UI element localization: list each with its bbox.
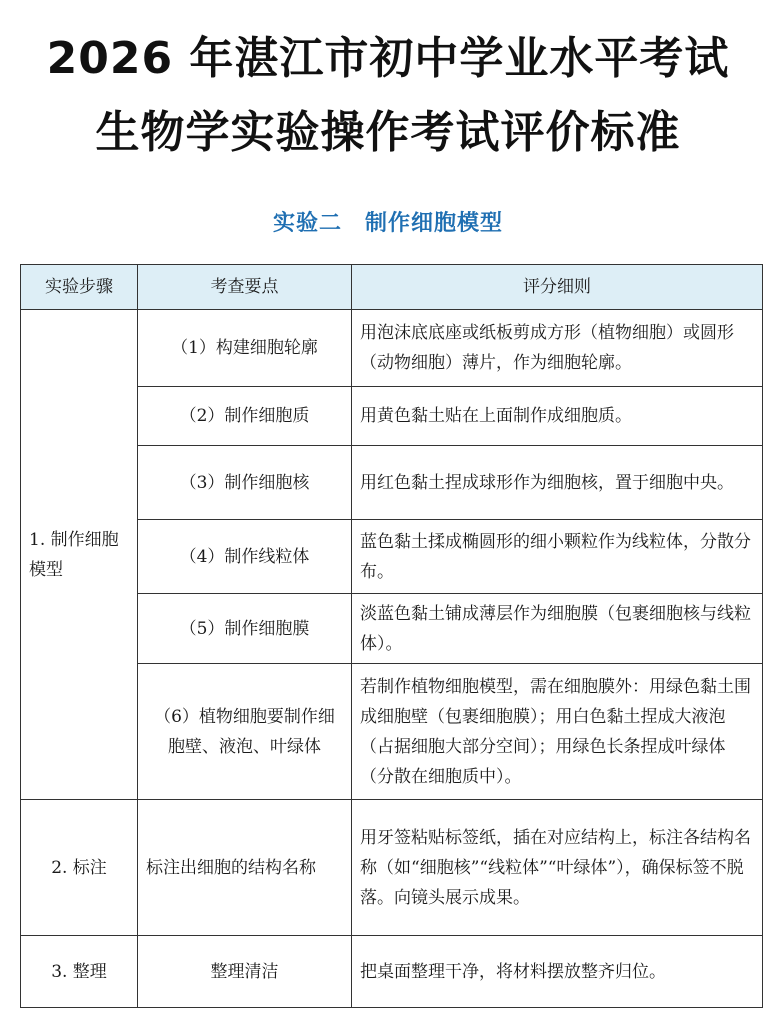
scoring-table <box>20 264 763 1008</box>
point-cell: （4）制作线粒体 <box>138 520 352 594</box>
table-row <box>21 310 763 387</box>
point-cell: 标注出细胞的结构名称 <box>138 800 352 936</box>
point-cell: （2）制作细胞质 <box>138 387 352 446</box>
rule-cell: 用黄色黏土贴在上面制作成细胞质。 <box>352 387 763 446</box>
rule-cell: 用泡沫底底座或纸板剪成方形（植物细胞）或圆形（动物细胞）薄片，作为细胞轮廓。 <box>352 310 763 387</box>
page-title-line2: 生物学实验操作考试评价标准 <box>95 107 681 158</box>
table-row <box>21 800 763 936</box>
table-row <box>21 936 763 1008</box>
page-title-line1: 2026 年湛江市初中学业水平考试 <box>46 33 730 84</box>
experiment-subtitle: 实验二 制作细胞模型 <box>272 211 503 236</box>
step-cell-2: 2. 标注 <box>21 800 138 936</box>
point-cell: （5）制作细胞膜 <box>138 594 352 664</box>
point-cell: （3）制作细胞核 <box>138 446 352 520</box>
rule-cell: 把桌面整理干净，将材料摆放整齐归位。 <box>352 936 763 1008</box>
rule-cell: 若制作植物细胞模型，需在细胞膜外：用绿色黏土围成细胞壁（包裹细胞膜）；用白色黏土捏成大液泡（占据细胞大部分空间）；用绿色长条捏成叶绿体（分散在细胞质中）。 <box>352 664 763 800</box>
rule-cell: 用牙签粘贴标签纸，插在对应结构上，标注各结构名称（如“细胞核”“线粒体”“叶绿体”），确保标签不脱落。向镜头展示成果。 <box>352 800 763 936</box>
rule-cell: 蓝色黏土揉成椭圆形的细小颗粒作为线粒体，分散分布。 <box>352 520 763 594</box>
header-step: 实验步骤 <box>21 265 138 310</box>
point-cell: （1）构建细胞轮廓 <box>138 310 352 387</box>
rule-cell: 用红色黏土捏成球形作为细胞核，置于细胞中央。 <box>352 446 763 520</box>
step-cell-3: 3. 整理 <box>21 936 138 1008</box>
header-point: 考查要点 <box>138 265 352 310</box>
point-cell: 整理清洁 <box>138 936 352 1008</box>
header-rule: 评分细则 <box>352 265 763 310</box>
step-cell-1: 1. 制作细胞模型 <box>21 310 138 800</box>
table-header-row <box>21 265 763 310</box>
point-cell: （6）植物细胞要制作细胞壁、液泡、叶绿体 <box>138 664 352 800</box>
rule-cell: 淡蓝色黏土铺成薄层作为细胞膜（包裹细胞核与线粒体）。 <box>352 594 763 664</box>
